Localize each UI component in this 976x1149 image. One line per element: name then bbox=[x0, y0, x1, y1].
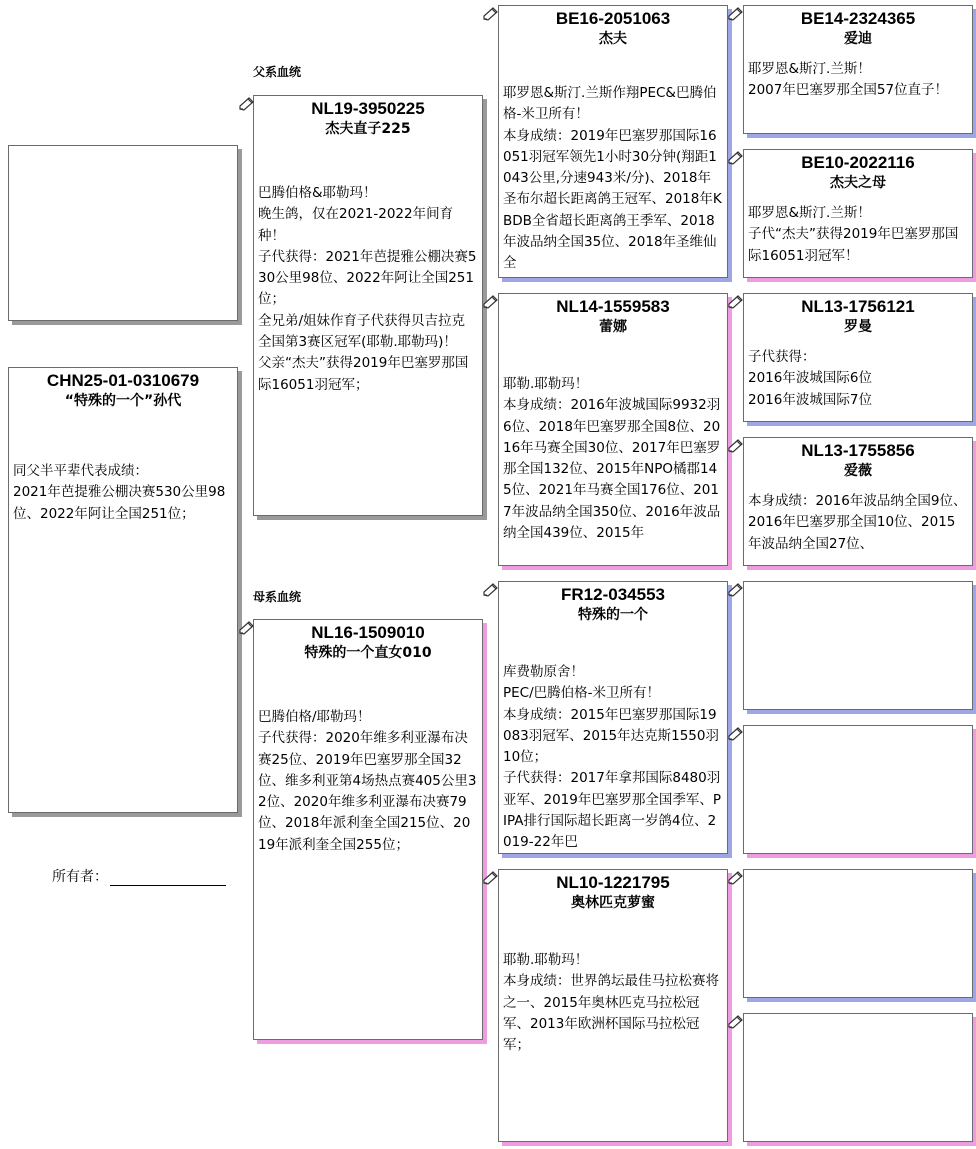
pencil-icon[interactable] bbox=[727, 1014, 745, 1030]
dam-name: 特殊的一个直女010 bbox=[304, 645, 432, 661]
subject-card[interactable] bbox=[8, 367, 238, 813]
pencil-icon[interactable] bbox=[727, 6, 745, 22]
dam-sire-description: 库费勒原舍！ PEC/巴腾伯格-米卫所有！ 本身成绩：2015年巴塞罗那国际19083羽冠军、2015年达克斯1550羽10位； 子代获得：2017年拿邦国际8480羽亚军、2019年巴塞罗那全国季军、PIPA排行国际超长距离一岁鸽4位、2019-22年巴 bbox=[503, 664, 721, 851]
dam-dam-ring-number: NL10-1221795 bbox=[556, 873, 670, 892]
pencil-icon[interactable] bbox=[727, 870, 745, 886]
pencil-icon[interactable] bbox=[482, 870, 500, 886]
pencil-icon[interactable] bbox=[727, 438, 745, 454]
pencil-icon[interactable] bbox=[727, 582, 745, 598]
sire-dam-card[interactable] bbox=[498, 293, 728, 566]
sire-name: 杰夫直子225 bbox=[325, 121, 411, 137]
dam-card[interactable] bbox=[253, 619, 483, 1040]
sire-sire-sire-card[interactable] bbox=[743, 5, 973, 134]
pencil-icon[interactable] bbox=[238, 620, 256, 636]
sire-line-label: 父系血统 bbox=[253, 65, 302, 79]
owner-label: 所有者： bbox=[52, 869, 108, 885]
dam-ring-number: NL16-1509010 bbox=[311, 623, 425, 642]
sire-ring-number: NL19-3950225 bbox=[311, 99, 425, 118]
sdd-description: 本身成绩：2016年波品纳全国9位、2016年巴塞罗那全国10位、2015年波品纳全国27位、 bbox=[748, 493, 967, 552]
dam-dam-description: 耶勒.耶勒玛！ 本身成绩：世界鸽坛最佳马拉松赛将之一、2015年奥林匹克马拉松冠军、2013年欧洲杯国际马拉松冠军； bbox=[503, 952, 719, 1054]
pencil-icon[interactable] bbox=[482, 6, 500, 22]
dam-sire-sire-card[interactable] bbox=[743, 581, 973, 710]
sire-dam-ring-number: NL14-1559583 bbox=[556, 297, 670, 316]
sss-name: 爱迪 bbox=[844, 31, 872, 47]
sire-sire-dam-card[interactable] bbox=[743, 149, 973, 278]
dam-sire-card[interactable] bbox=[498, 581, 728, 854]
dam-dam-card[interactable] bbox=[498, 869, 728, 1142]
dam-dam-dam-card[interactable] bbox=[743, 1013, 973, 1142]
sire-dam-description: 耶勒.耶勒玛！ 本身成绩：2016年波城国际9932羽6位、2018年巴塞罗那全国8位、2016年马赛全国30位、2017年巴塞罗那全国132位、2015年NPO橘郡145位、2021年马赛全国176位、2017年波品纳全国350位、2016年波品纳全国439位、2015年 bbox=[503, 376, 721, 542]
ssd-ring-number: BE10-2022116 bbox=[801, 153, 915, 172]
dam-dam-name: 奥林匹克萝蜜 bbox=[571, 895, 655, 911]
dam-sire-ring-number: FR12-034553 bbox=[561, 585, 665, 604]
dam-line-label: 母系血统 bbox=[253, 590, 302, 604]
sdd-ring-number: NL13-1755856 bbox=[801, 441, 915, 460]
subject-description: 同父半平辈代表成绩： 2021年芭提雅公棚决赛530公里98位、2022年阿让全国251位； bbox=[13, 463, 226, 522]
sire-sire-card[interactable] bbox=[498, 5, 728, 278]
subject-name: “特殊的一个”孙代 bbox=[64, 393, 182, 409]
sire-sire-ring-number: BE16-2051063 bbox=[555, 9, 671, 28]
sss-description: 耶罗恩&斯汀.兰斯！ 2007年巴塞罗那全国57位直子！ bbox=[748, 61, 949, 99]
owner-field[interactable] bbox=[52, 866, 226, 886]
pencil-icon[interactable] bbox=[727, 150, 745, 166]
pencil-icon[interactable] bbox=[238, 96, 256, 112]
sire-description: 巴腾伯格&耶勒玛！ 晚生鸽，仅在2021-2022年间育种！ 子代获得：2021年芭提雅公棚决赛530公里98位、2022年阿让全国251位； 全兄弟/姐妹作育子代获得贝吉拉克全国第3赛区冠军(耶勒.耶勒玛)！ 父亲“杰夫”获得2019年巴塞罗那国际16051羽冠军； bbox=[258, 185, 477, 393]
dam-sire-name: 特殊的一个 bbox=[578, 607, 648, 623]
pencil-icon[interactable] bbox=[482, 294, 500, 310]
subject-ring-number: CHN25-01-0310679 bbox=[46, 371, 200, 390]
pencil-icon[interactable] bbox=[727, 294, 745, 310]
dam-sire-dam-card[interactable] bbox=[743, 725, 973, 854]
owner-blank-line[interactable] bbox=[110, 869, 226, 886]
dam-description: 巴腾伯格/耶勒玛！ 子代获得：2020年维多利亚瀑布决赛25位、2019年巴塞罗那全国32位、维多利亚第4场热点赛405公里32位、2020年维多利亚瀑布决赛79位、2018年派利奎全国215位、2019年派利奎全国255位； bbox=[258, 709, 477, 853]
photo-box bbox=[8, 145, 238, 321]
pencil-icon[interactable] bbox=[482, 582, 500, 598]
sire-card[interactable] bbox=[253, 95, 483, 516]
sds-name: 罗曼 bbox=[844, 319, 872, 335]
sire-dam-name: 蕾娜 bbox=[599, 319, 627, 335]
sds-description: 子代获得： 2016年波城国际6位 2016年波城国际7位 bbox=[748, 349, 872, 408]
pencil-icon[interactable] bbox=[727, 726, 745, 742]
sire-sire-name: 杰夫 bbox=[599, 31, 627, 47]
sdd-name: 爱薇 bbox=[844, 463, 872, 479]
dam-dam-sire-card[interactable] bbox=[743, 869, 973, 998]
sss-ring-number: BE14-2324365 bbox=[800, 9, 916, 28]
sire-dam-dam-card[interactable] bbox=[743, 437, 973, 566]
ssd-description: 耶罗恩&斯汀.兰斯！ 子代“杰夫”获得2019年巴塞罗那国际16051羽冠军！ bbox=[748, 205, 959, 264]
ssd-name: 杰夫之母 bbox=[830, 175, 886, 191]
sire-sire-description: 耶罗恩&斯汀.兰斯作翔PEC&巴腾伯格-米卫所有！ 本身成绩：2019年巴塞罗那国际16051羽冠军领先1小时30分钟(翔距1043公里,分速943米/分)、2018年圣布尔超长距离鸽王冠军、2018年KBDB全省超长距离鸽王季军、2018年波品纳全国35位、2018年圣维仙全 bbox=[503, 85, 722, 272]
sire-dam-sire-card[interactable] bbox=[743, 293, 973, 422]
sds-ring-number: NL13-1756121 bbox=[801, 297, 915, 316]
